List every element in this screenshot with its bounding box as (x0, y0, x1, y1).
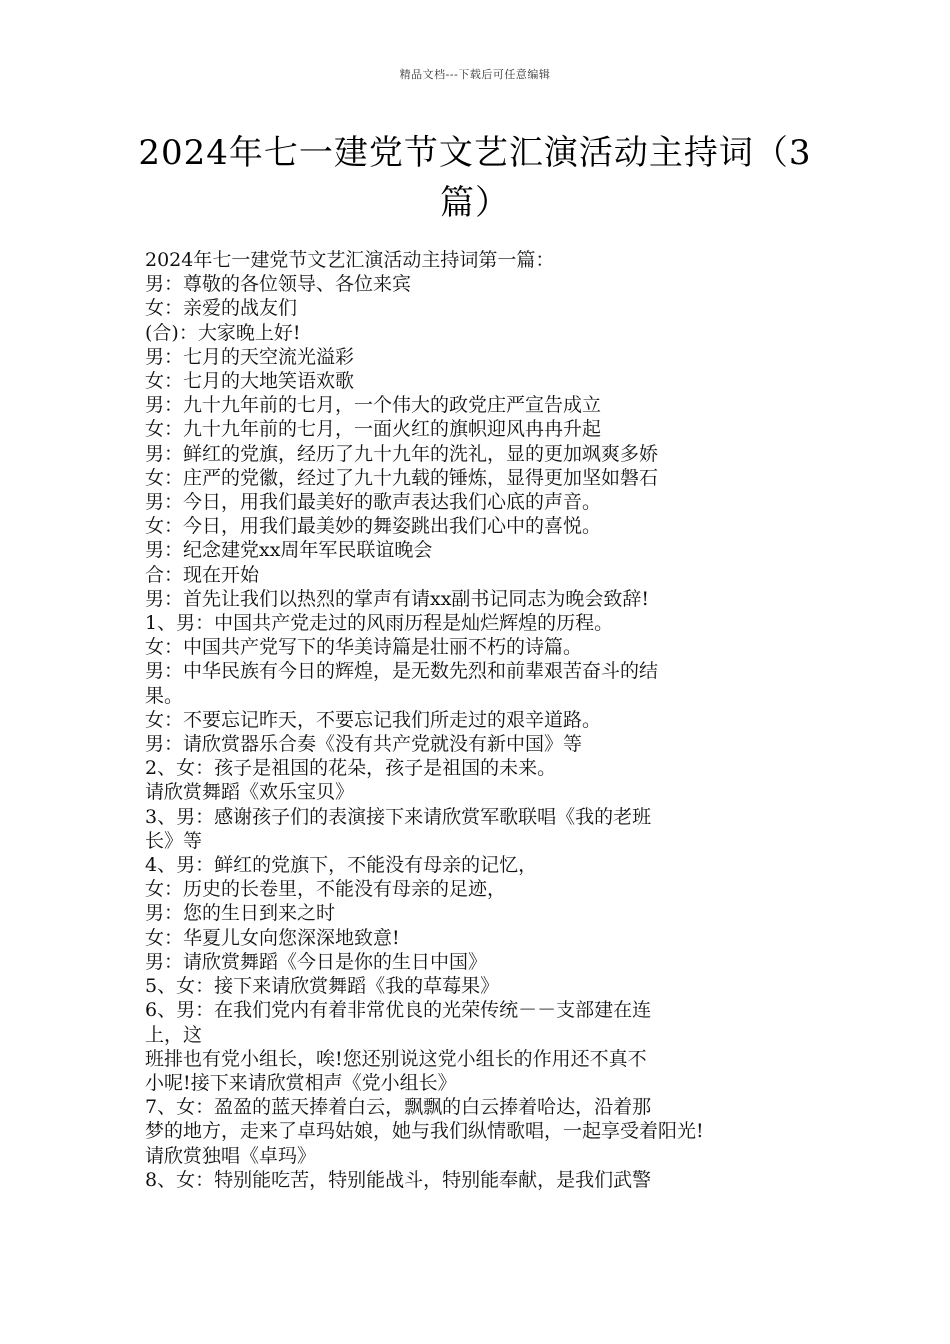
body-line: 女：华夏儿女向您深深地致意! (145, 926, 400, 949)
body-line: 女：九十九年前的七月，一面火红的旗帜迎风冉冉升起 (145, 418, 602, 441)
title-line-1: 2024年七一建党节文艺汇演活动主持词（3 (138, 133, 812, 173)
body-line: 长》等 (145, 829, 203, 852)
document-title (130, 128, 820, 228)
body-line: 梦的地方，走来了卓玛姑娘，她与我们纵情歌唱，一起享受着阳光! (145, 1120, 704, 1143)
body-line: 男：请欣赏器乐合奏《没有共产党就没有新中国》等 (145, 733, 583, 756)
body-line: 1、男：中国共产党走过的风雨历程是灿烂辉煌的历程。 (145, 612, 614, 635)
body-line: 3、男：感谢孩子们的表演接下来请欣赏军歌联唱《我的老班 (145, 805, 652, 828)
body-line: 请欣赏独唱《卓玛》 (145, 1144, 317, 1167)
body-line: 5、女：接下来请欣赏舞蹈《我的草莓果》 (145, 975, 500, 998)
body-line: 2024年七一建党节文艺汇演活动主持词第一篇： (145, 249, 555, 271)
body-line: 男：中华民族有今日的辉煌，是无数先烈和前辈艰苦奋斗的结 (145, 660, 659, 683)
body-line: 8、女：特别能吃苦，特别能战斗，特别能奉献，是我们武警 (145, 1168, 652, 1191)
title-line-2: 篇） (440, 183, 510, 223)
body-line: 请欣赏舞蹈《欢乐宝贝》 (145, 781, 355, 804)
body-line: 女：中国共产党写下的华美诗篇是壮丽不朽的诗篇。 (145, 636, 583, 659)
body-line: 女：庄严的党徽，经过了九十九载的锤炼，显得更加坚如磐石 (145, 466, 659, 489)
body-line: 女：历史的长卷里，不能没有母亲的足迹， (145, 878, 507, 901)
body-line: 男：纪念建党xx周年军民联谊晚会 (145, 539, 433, 562)
body-line: 女：七月的大地笑语欢歌 (145, 370, 355, 393)
body-line: 男：今日，用我们最美好的歌声表达我们心底的声音。 (145, 491, 602, 514)
body-line: 女：不要忘记昨天，不要忘记我们所走过的艰辛道路。 (145, 708, 602, 731)
body-line: 女：今日，用我们最美妙的舞姿跳出我们心中的喜悦。 (145, 515, 602, 538)
body-line: 7、女：盈盈的蓝天捧着白云，飘飘的白云捧着哈达，沿着那 (145, 1096, 652, 1119)
body-line: 4、男：鲜红的党旗下，不能没有母亲的记忆， (145, 854, 538, 877)
body-line: 男：请欣赏舞蹈《今日是你的生日中国》 (145, 950, 488, 973)
body-line: 2、女：孩子是祖国的花朵，孩子是祖国的未来。 (145, 757, 557, 780)
body-line: 合：现在开始 (145, 563, 260, 586)
body-line: 6、男：在我们党内有着非常优良的光荣传统－－支部建在连 (145, 999, 652, 1022)
body-line: 班排也有党小组长，唉!您还别说这党小组长的作用还不真不 (145, 1047, 647, 1070)
body-line: 男：尊敬的各位领导、各位来宾 (145, 273, 412, 296)
body-line: 男：您的生日到来之时 (145, 902, 336, 925)
body-line: 果。 (145, 684, 184, 707)
body-line: 女：亲爱的战友们 (145, 297, 298, 320)
body-line: 小呢!接下来请欣赏相声《党小组长》 (145, 1071, 457, 1094)
page-header: 精品文档---下载后可任意编辑 (399, 68, 551, 81)
body-line: 男：九十九年前的七月，一个伟大的政党庄严宣告成立 (145, 394, 602, 417)
body-line: 上，这 (145, 1023, 203, 1046)
body-line: 男：首先让我们以热烈的掌声有请xx副书记同志为晚会致辞! (145, 587, 650, 610)
document-body (145, 248, 805, 1192)
body-line: 男：七月的天空流光溢彩 (145, 345, 355, 368)
body-line: (合)：大家晚上好! (145, 321, 301, 344)
body-line: 男：鲜红的党旗，经历了九十九年的洗礼，显的更加飒爽多娇 (145, 442, 659, 465)
